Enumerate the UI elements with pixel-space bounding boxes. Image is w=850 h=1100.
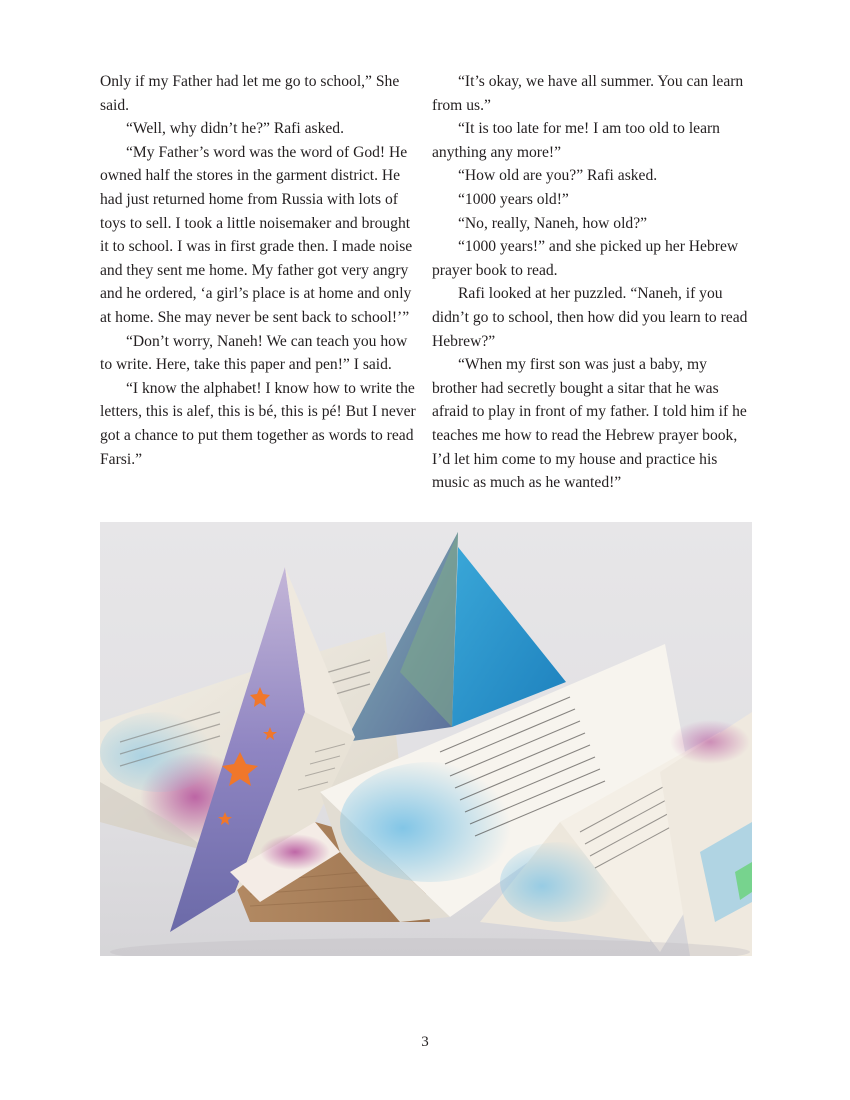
paragraph: “My Father’s word was the word of God! He owned half the stores in the garment district. He had just returned home from Russia with lots of toys to sell. I took a little noisemaker and brought it to school. I was in first grade then. I made noise and they sent me home. My father got very angry and he ordered, ‘a girl’s place is at home and only at home. She may never be sent back to school!’” <box>100 143 413 326</box>
paragraph: “Don’t worry, Naneh! We can teach you how to write. Here, take this paper and pen!” I said. <box>100 332 408 374</box>
folded-book-photo <box>100 522 752 956</box>
paragraph: “When my first son was just a baby, my brother had secretly bought a sitar that he was afraid to play in front of my father. I told him if he teaches me how to read the Hebrew prayer book, I’d let him come to my house and practice his music as much as he wanted!” <box>432 356 747 492</box>
left-text-column <box>100 70 422 471</box>
paragraph: “It is too late for me! I am too old to learn anything any more!” <box>432 120 720 161</box>
paragraph: “Well, why didn’t he?” Rafi asked. <box>126 120 344 138</box>
paragraph: Only if my Father had let me go to school,” She said. <box>100 73 400 114</box>
paragraph: “I know the alphabet! I know how to write the letters, this is alef, this is bé, this is pé! But I never got a chance to put them together as words to read Farsi.” <box>100 379 416 468</box>
paragraph: “How old are you?” Rafi asked. <box>458 167 658 185</box>
paragraph: “It’s okay, we have all summer. You can learn from us.” <box>432 73 744 114</box>
paragraph: “No, really, Naneh, how old?” <box>458 214 648 232</box>
paragraph: Rafi looked at her puzzled. “Naneh, if you didn’t go to school, then how did you learn to read Hebrew?” <box>432 285 748 350</box>
paragraph: “1000 years!” and she picked up her Hebrew prayer book to read. <box>432 238 739 279</box>
page-number: 3 <box>421 1034 429 1050</box>
right-text-column <box>432 70 754 495</box>
paragraph: “1000 years old!” <box>458 190 569 208</box>
